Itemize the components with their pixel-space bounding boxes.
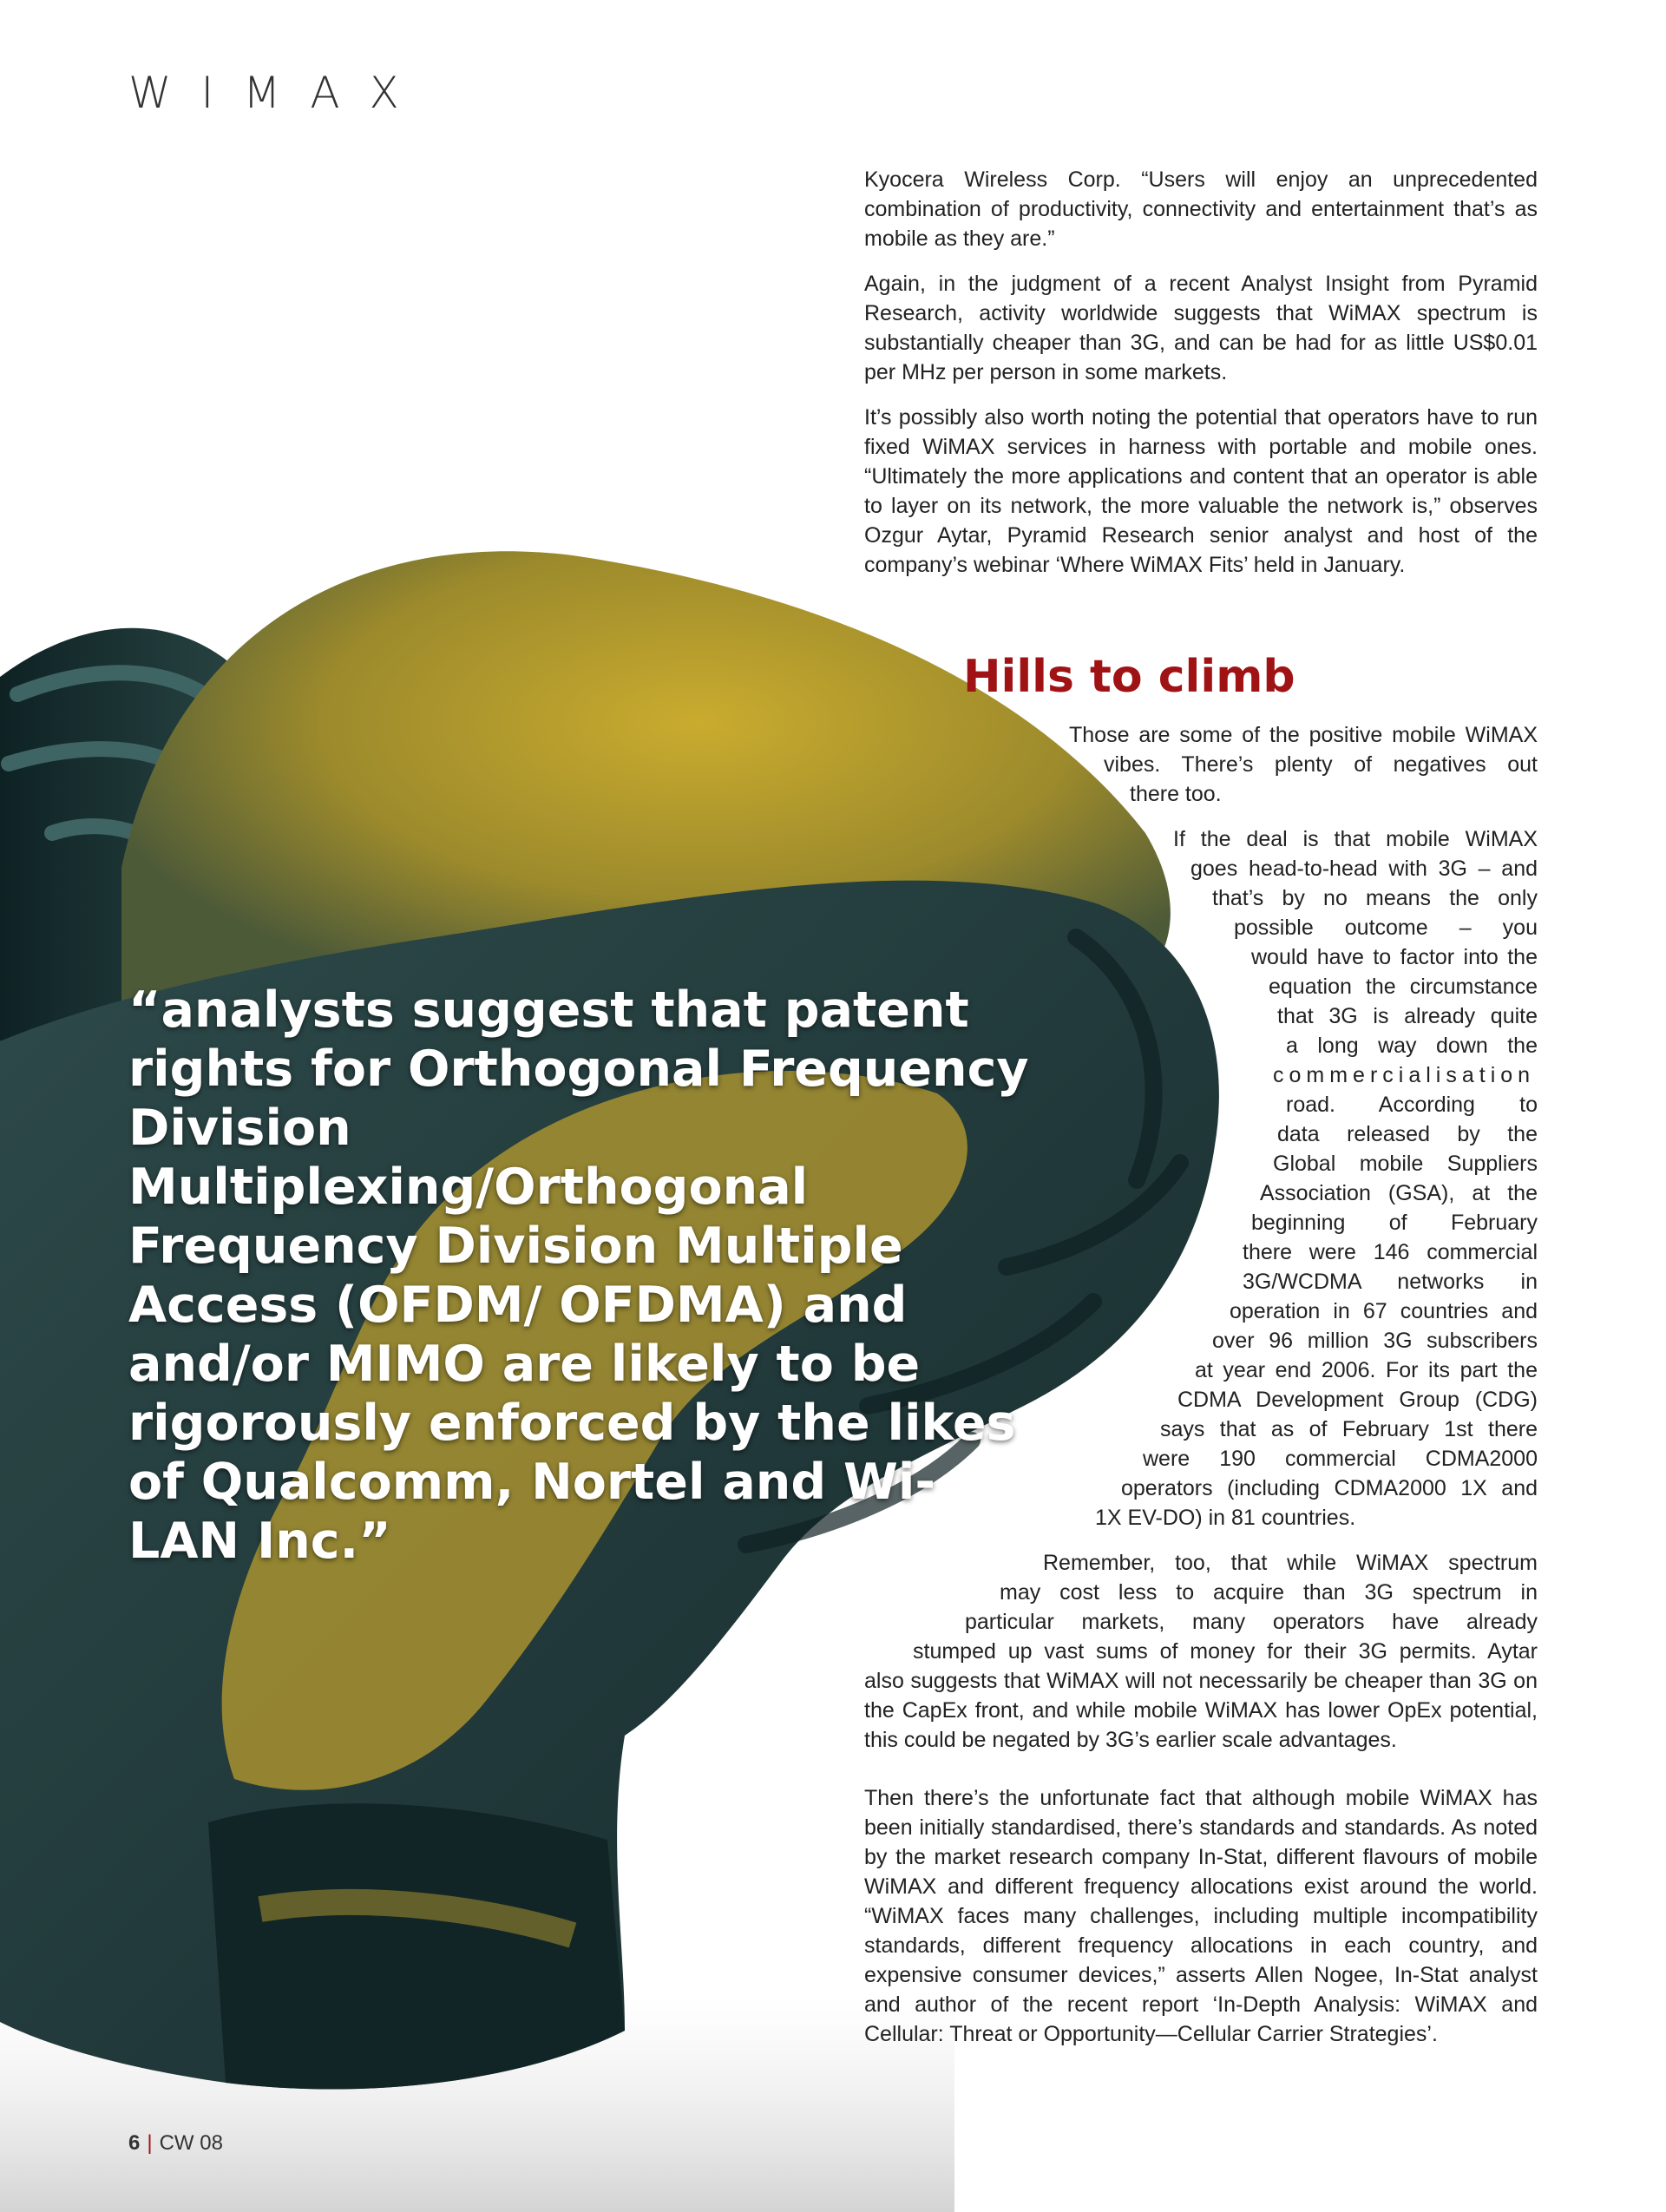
text-line: a long way down the	[1286, 1034, 1538, 1058]
text-line: commercialisation	[1273, 1063, 1536, 1087]
text-line: that’s by no means the only	[1212, 886, 1538, 910]
text-line: road. According to	[1286, 1093, 1538, 1117]
text-line: beginning of February	[1251, 1211, 1538, 1235]
paragraph: Again, in the judgment of a recent Analyst Insight from Pyramid Research, activity worldwide suggests that WiMAX spectrum is substantially cheaper than 3G, and can be had for as little US$0.01 per MHz per person in some markets.	[864, 272, 1538, 384]
text-line: goes head-to-head with 3G – and	[1190, 857, 1538, 881]
page-number: 6	[128, 2131, 141, 2155]
text-line: that 3G is already quite	[1277, 1004, 1538, 1028]
text-line: over 96 million 3G subscribers	[1212, 1329, 1538, 1353]
text-line: stumped up vast sums of money for their 3G permits. Aytar	[913, 1639, 1538, 1664]
text-line: at year end 2006. For its part the	[1195, 1358, 1538, 1382]
bottom-column	[864, 1783, 1538, 2064]
text-line: operators (including CDMA2000 1X and	[1121, 1476, 1538, 1500]
section-heading: Hills to climb	[963, 651, 1295, 703]
paragraph: also suggests that WiMAX will not necessarily be cheaper than 3G on the CapEx front, and while mobile WiMAX has lower OpEx potential, this could be negated by 3G’s earlier scale advantages.	[864, 1669, 1538, 1752]
text-line: 3G/WCDMA networks in	[1243, 1270, 1538, 1294]
paragraph: It’s possibly also worth noting the potential that operators have to run fixed WiMAX services in harness with portable and mobile ones. “Ultimately the more applications and content that an operator is able to layer on its network, the more valuable the network is,” observes Ozgur Aytar, Pyramid Research senior analyst and host of the company’s webinar ‘Where WiMAX Fits’ held in January.	[864, 405, 1538, 577]
text-line: possible outcome – you	[1234, 916, 1538, 940]
text-line: Remember, too, that while WiMAX spectrum	[1043, 1551, 1538, 1575]
issue-label: CW 08	[159, 2131, 223, 2155]
text-line: CDMA Development Group (CDG)	[1177, 1388, 1538, 1412]
paragraph: Then there’s the unfortunate fact that although mobile WiMAX has been initially standardised, there’s standards and standards. As noted by the market research company In-Stat, different flavours of mobile WiMAX and different frequency allocations exist around the world. “WiMAX faces many challenges, including multiple incompatibility standards, different frequency allocations in each country, and expensive consumer devices,” asserts Allen Nogee, In-Stat analyst and author of the recent report ‘In-Depth Analysis: WiMAX and Cellular: Threat or Opportunity—Cellular Carrier Strategies’.	[864, 1786, 1538, 2046]
text-line: particular markets, many operators have already	[965, 1610, 1538, 1634]
text-line: operation in 67 countries and	[1230, 1299, 1538, 1323]
section-label: WIMAX	[128, 68, 429, 118]
footer-separator: |	[147, 2131, 153, 2155]
text-line: there too.	[1130, 782, 1222, 806]
text-line: Global mobile Suppliers	[1273, 1152, 1538, 1176]
text-line: may cost less to acquire than 3G spectrum in	[1000, 1580, 1538, 1605]
text-line: 1X EV-DO) in 81 countries.	[1095, 1506, 1356, 1530]
text-line: data released by the	[1277, 1122, 1538, 1146]
text-line: would have to factor into the	[1251, 945, 1538, 969]
pull-quote: “analysts suggest that patent rights for Orthogonal Frequency Division Multiplexing/Orthogonal Frequency Division Multiple Access (OFDM/ OFDMA) and and/or MIMO are likely to be rigorously enforced by the likes of Qualcomm, Nortel and Wi-LAN Inc.”	[128, 981, 1029, 1570]
text-line: If the deal is that mobile WiMAX	[1173, 827, 1538, 851]
text-line: were 190 commercial CDMA2000	[1143, 1447, 1538, 1471]
text-line: equation the circumstance	[1269, 975, 1538, 999]
text-line: there were 146 commercial	[1243, 1240, 1538, 1264]
paragraph: Kyocera Wireless Corp. “Users will enjoy an unprecedented combination of productivity, connectivity and entertainment that’s as mobile as they are.”	[864, 167, 1538, 251]
text-line: says that as of February 1st there	[1160, 1417, 1538, 1441]
top-column	[864, 165, 1538, 595]
text-line: Those are some of the positive mobile WiMAX	[1069, 723, 1538, 747]
page-footer	[128, 2131, 223, 2156]
text-line: Association (GSA), at the	[1260, 1181, 1538, 1205]
text-line: vibes. There’s plenty of negatives out	[1104, 752, 1538, 777]
